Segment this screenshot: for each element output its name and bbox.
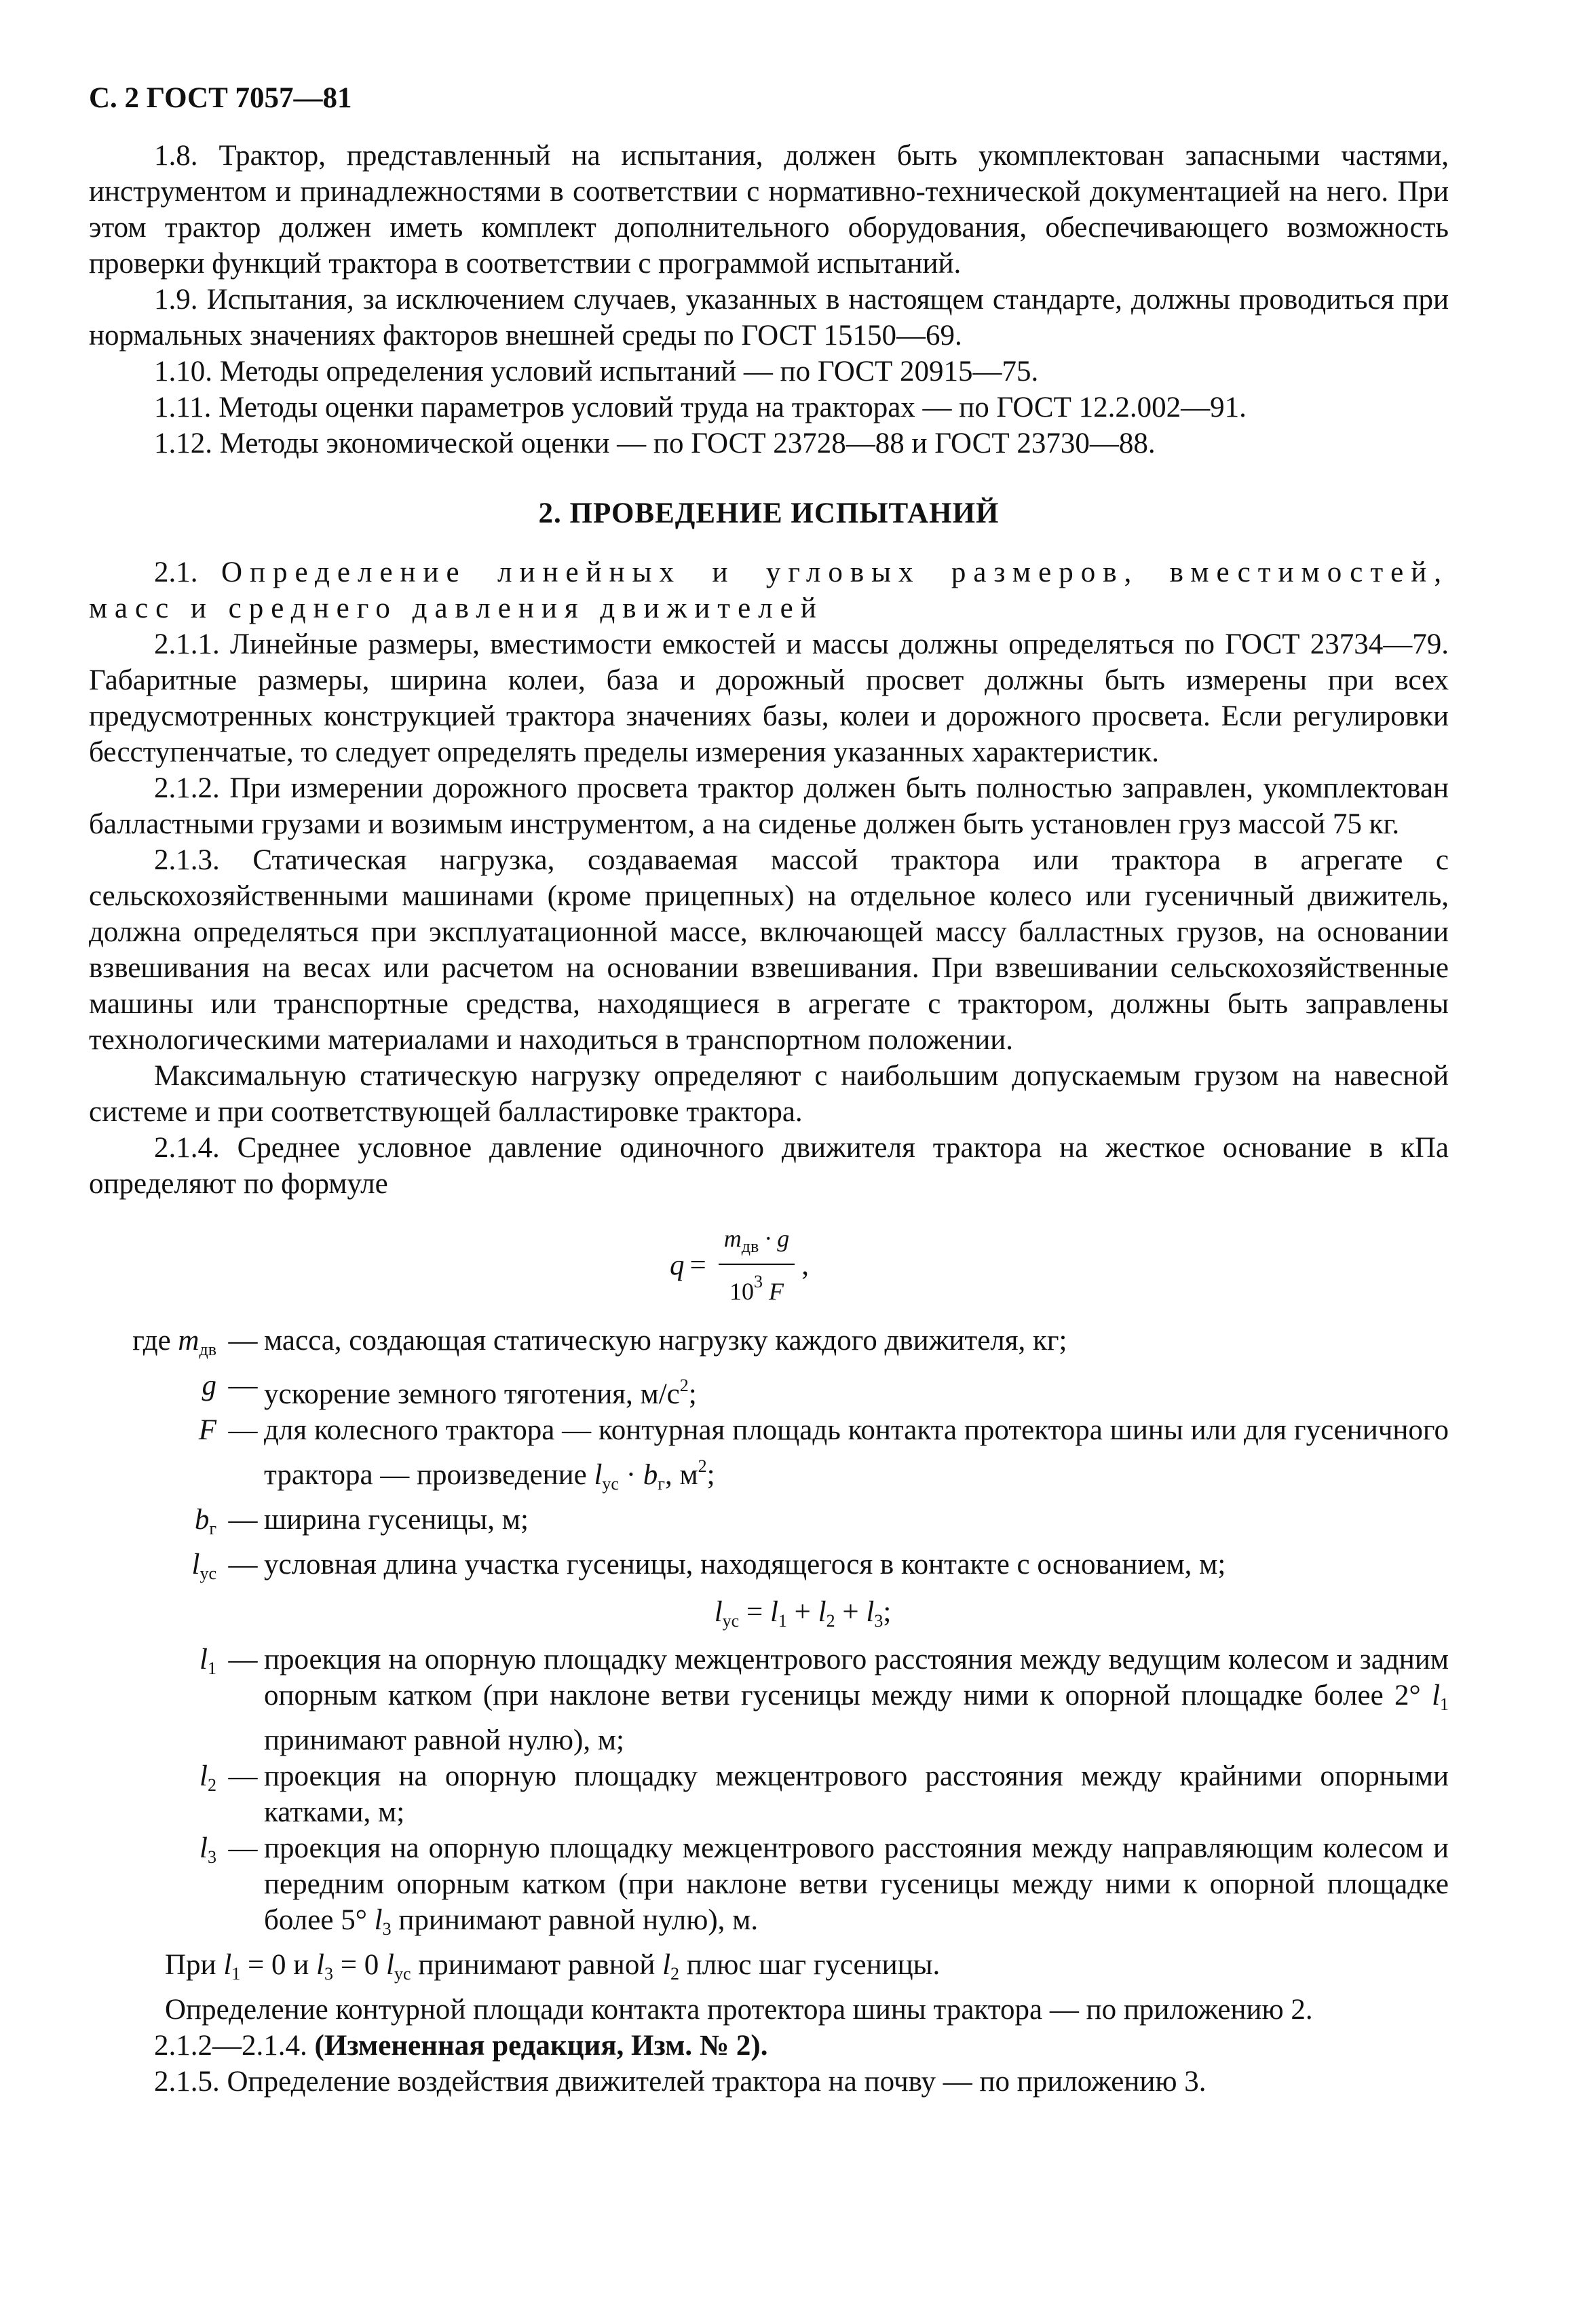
when-s2: 2 xyxy=(670,1964,680,1984)
def-b-var: b xyxy=(194,1504,210,1536)
def-F-sup: 2 xyxy=(698,1456,707,1476)
def-lus-text: условная длина участка гусеницы, находящегося в контакте с основанием, м; xyxy=(264,1549,1226,1580)
paragraph-when-zero xyxy=(89,1947,1449,1992)
def-l3-text xyxy=(264,1830,1449,1947)
formula-lhs: q xyxy=(670,1249,685,1281)
def-F-b: b xyxy=(643,1459,658,1491)
def-dash: — xyxy=(228,1325,258,1357)
def-l3-inline-var: l xyxy=(374,1904,383,1936)
def-l1-inline-sub: 1 xyxy=(1440,1694,1449,1714)
lus-eq-l3: l xyxy=(866,1596,875,1628)
def-l3-text-main: проекция на опорную площадку межцентрового расстояния между направляющим колесом и передним опорным катком (при наклоне ветви гусеницы между ними к опорной площадке более 5° xyxy=(264,1832,1449,1936)
def-lus-var: l xyxy=(191,1549,200,1580)
def-lus xyxy=(89,1547,1449,1591)
def-l2-var: l xyxy=(200,1760,208,1792)
paragraph-2-1-3: 2.1.3. Статическая нагрузка, создаваемая массой трактора или трактора в агрегате с сельскохозяйственными машинами (кроме прицепных) на отдельное колесо или гусеничный движитель, должна определяться при эксплуатационной массе, включающей массу балластных грузов, на основании взвешивания на весах или расчетом на основании взвешивания. При взвешивании сельскохозяйственные машины или транспортные средства, находящиеся в агрегате с трактором, должны быть заправлены технологическими материалами и находиться в транспортном положении. xyxy=(89,844,1449,1056)
def-F-bsub: г xyxy=(658,1474,665,1494)
when-l2: l xyxy=(662,1949,671,1981)
def-mass xyxy=(89,1323,1449,1367)
def-m-var: m xyxy=(178,1325,200,1357)
def-dash: — xyxy=(228,1760,258,1792)
def-l1-symbol xyxy=(89,1642,222,1758)
formula-num-g: · g xyxy=(759,1225,790,1252)
def-l3 xyxy=(89,1830,1449,1947)
subsection-title: Определение линейных и угловых размеров, вместимостей, масс и среднего давления движителей xyxy=(89,556,1449,624)
definitions-list xyxy=(89,1323,1449,1947)
def-F-dot: · xyxy=(618,1459,643,1491)
formula-denominator xyxy=(729,1265,784,1306)
paragraph-2-1-1: 2.1.1. Линейные размеры, вместимости емкостей и массы должны определяться по ГОСТ 23734—79. Габаритные размеры, ширина колеи, база и дорожный просвет должны быть измерены при всех предусмотренных конструкцией трактора значениях базы, колеи и дорожного просвета. Если регулировки бесступенчатые, то следует определять пределы измерения указанных характеристик. xyxy=(89,628,1449,768)
def-F-unit: , м xyxy=(664,1459,698,1491)
lus-eq-s2: 2 xyxy=(826,1611,835,1631)
edit-note-text: (Измененная редакция, Изм. № 2). xyxy=(314,2030,768,2062)
def-lus-sub: ус xyxy=(200,1564,216,1583)
paragraph-2-1-5: 2.1.5. Определение воздействия движителей трактора на почву — по приложению 3. xyxy=(154,2066,1206,2098)
def-b-text: ширина гусеницы, м; xyxy=(264,1504,529,1536)
def-l3-inline-sub: 3 xyxy=(382,1919,392,1939)
lus-eq-end: ; xyxy=(883,1596,892,1628)
lus-eq-l1: l xyxy=(770,1596,778,1628)
def-g-sup: 2 xyxy=(679,1376,689,1395)
formula-tail: , xyxy=(801,1249,810,1281)
lus-eq-equals: = xyxy=(739,1596,770,1628)
def-dash: — xyxy=(228,1549,258,1580)
when-s1: 1 xyxy=(231,1964,241,1984)
def-l1-inline-var: l xyxy=(1432,1680,1441,1711)
formula-numerator xyxy=(719,1224,795,1265)
def-m-sub: дв xyxy=(199,1340,216,1359)
def-l1-text xyxy=(264,1642,1449,1758)
when-a: При xyxy=(165,1949,216,1981)
formula-den-var: F xyxy=(769,1278,784,1305)
def-F-text xyxy=(264,1412,1449,1502)
def-l3-text-end: принимают равной нулю), м. xyxy=(398,1904,759,1936)
paragraph-contour: Определение контурной площади контакта протектора шины трактора — по приложению 2. xyxy=(165,1994,1313,2026)
lus-equation xyxy=(89,1594,1449,1639)
def-dash: — xyxy=(228,1504,258,1536)
when-d: принимают равной xyxy=(411,1949,663,1981)
formula-equals: = xyxy=(689,1249,706,1281)
def-l1 xyxy=(89,1642,1449,1758)
def-g-text xyxy=(264,1367,1449,1412)
def-lead-word: где xyxy=(132,1325,171,1357)
def-l2-sub: 2 xyxy=(208,1775,216,1795)
edit-note-number: 2.1.2—2.1.4. xyxy=(154,2030,307,2062)
def-F-text-main: для колесного трактора — контурная площадь контакта протектора шины или для гусеничного трактора — произведение xyxy=(264,1414,1449,1491)
subsection-heading xyxy=(89,554,1449,626)
def-F-l: l xyxy=(594,1459,603,1491)
when-e: плюс шаг гусеницы. xyxy=(679,1949,940,1981)
lus-eq-s3: 3 xyxy=(874,1611,884,1631)
subsection-number: 2.1. xyxy=(154,556,198,588)
paragraph-2-1-4: 2.1.4. Среднее условное давление одиночного движителя трактора на жесткое основание в кПа определяют по формуле xyxy=(89,1132,1449,1200)
def-mass-symbol xyxy=(89,1323,222,1367)
def-lus-symbol xyxy=(89,1547,222,1591)
when-l3: l xyxy=(316,1949,324,1981)
def-b-symbol xyxy=(89,1502,222,1547)
def-g-end: ; xyxy=(688,1378,697,1410)
def-b-sub: г xyxy=(209,1519,216,1538)
when-lus: l xyxy=(386,1949,394,1981)
def-l2-text: проекция на опорную площадку межцентрового расстояния между крайними опорными катками, м; xyxy=(264,1760,1449,1828)
def-dash: — xyxy=(228,1832,258,1864)
def-l1-sub: 1 xyxy=(208,1659,216,1678)
def-l3-var: l xyxy=(200,1832,208,1864)
lus-eq-sub: ус xyxy=(722,1611,740,1631)
def-F-end: ; xyxy=(706,1459,715,1491)
def-F-symbol: F xyxy=(198,1414,216,1446)
def-l3-sub: 3 xyxy=(208,1847,216,1867)
lus-eq-plus1: + xyxy=(786,1596,818,1628)
paragraph-1-8: 1.8. Трактор, представленный на испытания, должен быть укомплектован запасными частями, инструментом и принадлежностями в соответствии с нормативно-технической документацией на него. При этом трактор должен иметь комплект дополнительного оборудования, обеспечивающего возможность проверки функций трактора в соответствии с программой испытаний. xyxy=(89,140,1449,280)
def-l1-var: l xyxy=(200,1644,208,1675)
def-F xyxy=(89,1412,1449,1502)
formula-den-exp: 3 xyxy=(754,1272,763,1291)
paragraph-1-10: 1.10. Методы определения условий испытаний — по ГОСТ 20915—75. xyxy=(154,356,1039,387)
paragraph-1-12: 1.12. Методы экономической оценки — по ГОСТ 23728—88 и ГОСТ 23730—88. xyxy=(154,428,1156,459)
when-s3: 3 xyxy=(324,1964,333,1984)
lus-eq-l2: l xyxy=(818,1596,826,1628)
def-dash: — xyxy=(228,1644,258,1675)
lus-eq-l: l xyxy=(714,1596,723,1628)
when-c: = 0 xyxy=(333,1949,387,1981)
formula-num-mass: m xyxy=(723,1225,742,1252)
paragraph-max-load: Максимальную статическую нагрузку определяют с наибольшим допускаемым грузом на навесной системе и при соответствующей балластировке трактора. xyxy=(89,1060,1449,1128)
lus-eq-s1: 1 xyxy=(778,1611,787,1631)
def-dash: — xyxy=(228,1369,258,1401)
document-page xyxy=(89,80,1449,2100)
paragraph-edit-note xyxy=(89,2028,1449,2064)
def-l1-text-end: принимают равной нулю), м; xyxy=(264,1724,624,1756)
formula-num-sub: дв xyxy=(741,1236,759,1256)
def-F-lsub: ус xyxy=(602,1474,619,1494)
section-title: 2. ПРОВЕДЕНИЕ ИСПЫТАНИЙ xyxy=(538,497,1000,529)
when-b: = 0 и xyxy=(240,1949,317,1981)
def-g-symbol: g xyxy=(202,1369,216,1401)
def-g-text-main: ускорение земного тяготения, м/с xyxy=(264,1378,680,1410)
pressure-formula xyxy=(89,1214,1449,1316)
lus-eq-plus2: + xyxy=(835,1596,867,1628)
def-l3-symbol xyxy=(89,1830,222,1947)
when-l1: l xyxy=(223,1949,232,1981)
page-header: С. 2 ГОСТ 7057—81 xyxy=(89,82,352,114)
def-b xyxy=(89,1502,1449,1547)
formula-fraction xyxy=(719,1224,795,1306)
def-l1-text-main: проекция на опорную площадку межцентрового расстояния между ведущим колесом и задним опорным катком (при наклоне ветви гусеницы между ними к опорной площадке более 2° xyxy=(264,1644,1449,1711)
when-sus: ус xyxy=(394,1964,411,1984)
paragraph-1-11: 1.11. Методы оценки параметров условий труда на тракторах — по ГОСТ 12.2.002—91. xyxy=(154,392,1247,423)
def-mass-text: масса, создающая статическую нагрузку каждого движителя, кг; xyxy=(264,1325,1067,1357)
def-dash: — xyxy=(228,1414,258,1446)
formula-expression xyxy=(670,1225,810,1305)
paragraph-2-1-2: 2.1.2. При измерении дорожного просвета трактор должен быть полностью заправлен, укомплектован балластными грузами и возимым инструментом, а на сиденье должен быть установлен груз массой 75 кг. xyxy=(89,772,1449,840)
def-l2-symbol xyxy=(89,1758,222,1830)
paragraph-1-9: 1.9. Испытания, за исключением случаев, указанных в настоящем стандарте, должны проводиться при нормальных значениях факторов внешней среды по ГОСТ 15150—69. xyxy=(89,284,1449,352)
def-g xyxy=(89,1367,1449,1412)
def-l2 xyxy=(89,1758,1449,1830)
formula-den-base: 10 xyxy=(729,1278,755,1305)
